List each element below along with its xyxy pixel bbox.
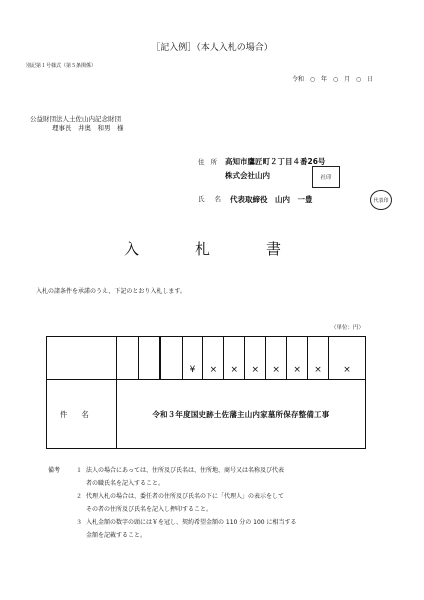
amount-cell[interactable]: ×: [203, 337, 224, 380]
note-line: 金額を記載すること。: [86, 532, 147, 539]
bid-table: [46, 336, 366, 449]
work-label: 件名: [47, 380, 117, 449]
amount-cell[interactable]: ×: [224, 337, 245, 380]
name-label: 氏名: [198, 195, 231, 203]
notes-mark: 備考: [48, 467, 61, 474]
addressee-organization: 公益財団法人土佐山内記念財団: [30, 115, 121, 123]
amount-cell[interactable]: ¥: [182, 337, 203, 380]
note-number: １: [75, 467, 82, 474]
note-line: 代理入札の場合は、委任者の住所及び氏名の下に「代理人」の表示をして: [86, 493, 285, 500]
amount-cell[interactable]: [160, 337, 182, 380]
amount-cell[interactable]: [138, 337, 160, 380]
note-number: ２: [75, 493, 82, 500]
amount-cell[interactable]: [116, 337, 138, 380]
date-line: 令和 ○ 年 ○ 月 ○ 日: [292, 76, 374, 83]
company-seal-text: 社印: [320, 175, 332, 181]
bidder-company: 株式会社山内: [225, 171, 270, 180]
document-heading: 入札書: [124, 240, 338, 258]
amount-cell[interactable]: ×: [287, 337, 308, 380]
note-line: その者の住所及び氏名を記入し押印すること。: [86, 506, 213, 513]
representative-seal: [370, 190, 392, 210]
unit-label: （単位：円）: [331, 325, 365, 331]
note-item: [48, 516, 297, 529]
note-number: ３: [75, 519, 82, 526]
amount-cell[interactable]: ×: [266, 337, 287, 380]
form-number: 別記第１号様式（第５条関係）: [26, 63, 97, 69]
bidder-representative: 代表取締役 山内 一豊: [230, 195, 313, 204]
bidder-address: 高知市鷹匠町２丁目４番26号: [225, 157, 326, 166]
amount-cell[interactable]: [47, 337, 117, 380]
note-continuation: [48, 503, 297, 516]
amount-cell[interactable]: ×: [308, 337, 329, 380]
work-row: [47, 380, 366, 449]
work-name[interactable]: 令和３年度国史跡土佐藩主山内家墓所保存整備工事: [116, 380, 365, 449]
notes-section: [48, 464, 297, 542]
note-line: 入札金額の数字の頭には￥を冠し、契約希望金額の 110 分の 100 に相当する: [86, 519, 297, 526]
note-item: [48, 490, 297, 503]
note-continuation: [48, 529, 297, 542]
note-line: 者の職氏名を記入すること。: [86, 480, 165, 487]
company-seal: [312, 166, 340, 188]
addressee-person: 理事長 井奥 和男 様: [52, 124, 124, 132]
page-title: ［記入例］（本人入札の場合）: [151, 43, 273, 53]
amount-cell[interactable]: ×: [329, 337, 366, 380]
representative-seal-text: 代表印: [373, 197, 389, 204]
note-continuation: [48, 477, 297, 490]
note-item: [48, 464, 297, 477]
amount-row: [47, 337, 366, 380]
amount-cell[interactable]: ×: [245, 337, 266, 380]
note-line: 法人の場合にあっては、住所及び氏名は、住所地、商号又は名称及び代表: [86, 467, 284, 474]
intro-text: 入札の諸条件を承諾のうえ、下記のとおり入札します。: [36, 288, 186, 295]
address-label: 住所: [198, 158, 223, 166]
